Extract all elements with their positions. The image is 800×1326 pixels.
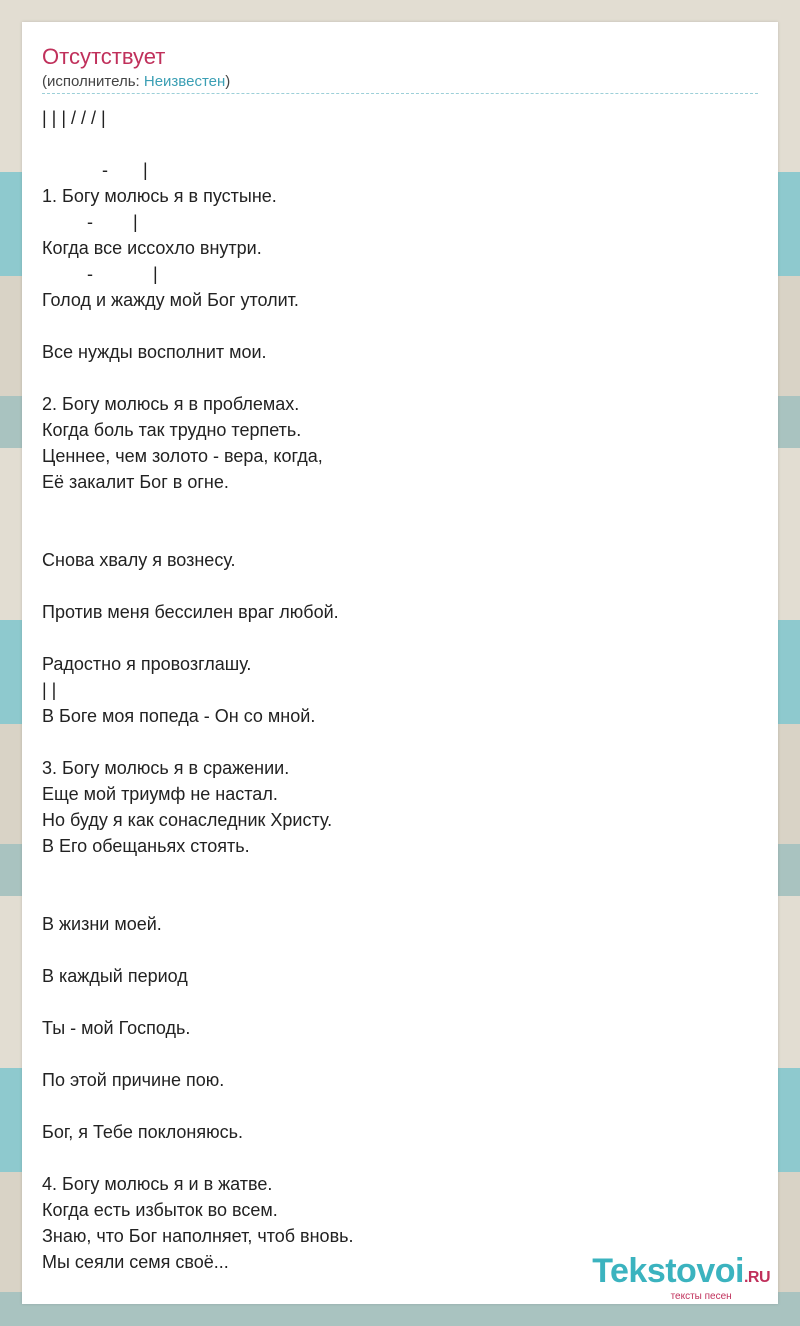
lyric-line: [42, 365, 758, 391]
lyric-line: [42, 573, 758, 599]
lyric-line: 3. Богу молюсь я в сражении.: [42, 758, 290, 778]
lyric-line: | |: [42, 680, 57, 700]
lyric-line: [42, 495, 758, 521]
lyric-line: В жизни моей.: [42, 914, 162, 934]
lyric-line: [42, 131, 758, 157]
lyric-line: [42, 729, 758, 755]
logo-wordmark: [592, 1254, 770, 1295]
lyric-line: Ты - мой Господь.: [42, 1018, 191, 1038]
lyric-line: - |: [42, 264, 158, 284]
lyric-line: Когда все иссохло внутри.: [42, 238, 262, 258]
lyric-line: Её закалит Бог в огне.: [42, 472, 229, 492]
lyric-line: В Боге моя попеда - Он со мной.: [42, 706, 316, 726]
lyric-line: Знаю, что Бог наполняет, чтоб вновь.: [42, 1226, 354, 1246]
lyric-line: Когда есть избыток во всем.: [42, 1200, 278, 1220]
lyric-line: Голод и жажду мой Бог утолит.: [42, 290, 299, 310]
lyric-line: Но буду я как сонаследник Христу.: [42, 810, 333, 830]
song-title: Отсутствует: [42, 44, 166, 69]
lyric-line: [42, 859, 758, 885]
site-logo[interactable]: [592, 1254, 770, 1302]
lyric-line: Против меня бессилен враг любой.: [42, 602, 339, 622]
lyric-line: [42, 989, 758, 1015]
artist-suffix: ): [225, 73, 231, 90]
lyric-line: Еще мой триумф не настал.: [42, 784, 278, 804]
artist-line: [42, 73, 230, 91]
lyrics-body: [42, 105, 758, 1275]
artist-link[interactable]: Неизвестен: [143, 73, 226, 90]
lyric-line: [42, 885, 758, 911]
lyric-line: По этой причине пою.: [42, 1070, 225, 1090]
header-divider: [42, 93, 758, 94]
lyric-line: Мы сеяли семя своё...: [42, 1252, 229, 1272]
lyric-line: Снова хвалу я вознесу.: [42, 550, 236, 570]
lyric-line: 4. Богу молюсь я и в жатве.: [42, 1174, 273, 1194]
lyric-line: Ценнее, чем золото - вера, когда,: [42, 446, 323, 466]
lyric-line: [42, 937, 758, 963]
lyric-line: | | | / / / |: [42, 108, 106, 128]
lyric-line: [42, 1041, 758, 1067]
lyric-line: Бог, я Тебе поклоняюсь.: [42, 1122, 243, 1142]
lyric-line: [42, 1093, 758, 1119]
lyric-line: [42, 625, 758, 651]
lyric-line: Когда боль так трудно терпеть.: [42, 420, 302, 440]
lyric-line: 2. Богу молюсь я в проблемах.: [42, 394, 300, 414]
lyric-line: В каждый период: [42, 966, 188, 986]
artist-prefix: (исполнитель:: [42, 73, 144, 90]
lyric-line: Радостно я провозглашу.: [42, 654, 252, 674]
lyric-line: В Его обещаньях стоять.: [42, 836, 250, 856]
logo-tagline: тексты песен: [670, 1291, 732, 1302]
lyric-line: [42, 521, 758, 547]
lyrics-card: [22, 22, 778, 1304]
lyric-line: - |: [42, 212, 138, 232]
lyric-line: Все нужды восполнит мои.: [42, 342, 267, 362]
lyric-line: [42, 1145, 758, 1171]
lyric-line: 1. Богу молюсь я в пустыне.: [42, 186, 277, 206]
lyric-line: - |: [42, 160, 148, 180]
lyric-line: [42, 313, 758, 339]
logo-domain: .RU: [743, 1269, 770, 1286]
logo-name: Tekstovoi: [592, 1252, 744, 1290]
